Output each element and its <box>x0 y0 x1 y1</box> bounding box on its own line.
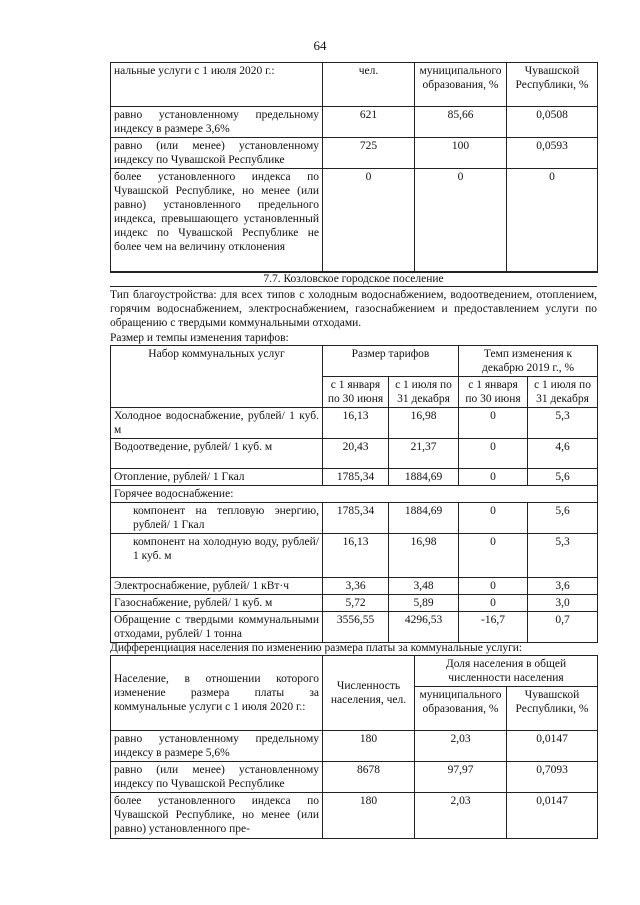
row-label: компонент на холодную воду, рублей/ 1 куб. м <box>111 534 323 578</box>
table-cell: 16,13 <box>323 534 389 578</box>
header-cell: нальные услуги с 1 июля 2020 г.: <box>111 63 323 107</box>
table-cell: -16,7 <box>459 612 528 643</box>
table-cell: 0 <box>415 169 507 273</box>
table-cell: 621 <box>323 107 415 138</box>
table-row <box>111 503 598 534</box>
page-number: 64 <box>313 38 327 53</box>
header-cell: Чувашской Республики, % <box>507 63 598 107</box>
table-cell: 0 <box>459 503 528 534</box>
table-cell: 5,72 <box>323 595 389 612</box>
row-label: компонент на тепловую энергию, рублей/ 1 Гкал <box>111 503 323 534</box>
table-cell: 3,6 <box>528 578 598 595</box>
header-cell: муниципального образования, % <box>415 687 507 731</box>
table-cell: 16,13 <box>323 408 389 439</box>
table-cell: 8678 <box>323 762 415 793</box>
header-cell: Набор коммунальных услуг <box>111 346 323 408</box>
header-cell: Население, в отношении которого изменение размера платы за коммунальные услуги с 1 июля 2020 г.: <box>111 656 323 731</box>
table-row <box>111 731 598 762</box>
row-label: равно (или менее) установленному индексу по Чувашской Республике <box>111 762 323 793</box>
table-cell: 0,0147 <box>507 793 598 839</box>
table-cell: 5,89 <box>389 595 459 612</box>
table-cell: 5,3 <box>528 408 598 439</box>
table-header-row <box>111 656 598 687</box>
table-row <box>111 408 598 439</box>
population-table-continued <box>110 62 598 273</box>
table-row <box>111 469 598 486</box>
header-cell: Темп изменения к декабрю 2019 г., % <box>459 346 598 377</box>
table-row <box>111 534 598 578</box>
table-cell: 3,36 <box>323 578 389 595</box>
table-row <box>111 595 598 612</box>
table-row <box>111 169 598 273</box>
population-table <box>110 655 598 839</box>
row-label: Электроснабжение, рублей/ 1 кВт·ч <box>111 578 323 595</box>
table-row <box>111 486 598 503</box>
table-cell: 2,03 <box>415 731 507 762</box>
row-label: Холодное водоснабжение, рублей/ 1 куб. м <box>111 408 323 439</box>
table-cell: 20,43 <box>323 439 389 469</box>
header-cell: с 1 июля по 31 декабря <box>528 377 598 408</box>
section-title: 7.7. Козловское городское поселение <box>110 271 597 287</box>
table-cell: 3,48 <box>389 578 459 595</box>
row-label: Газоснабжение, рублей/ 1 куб. м <box>111 595 323 612</box>
table-cell: 3,0 <box>528 595 598 612</box>
tariff-heading: Размер и темпы изменения тарифов: <box>110 332 289 344</box>
table-cell: 0,0593 <box>507 138 598 169</box>
row-label: равно установленному предельному индексу в размере 3,6% <box>111 107 323 138</box>
table-cell: 4296,53 <box>389 612 459 643</box>
table-cell: 1785,34 <box>323 503 389 534</box>
table-cell: 2,03 <box>415 793 507 839</box>
table-cell: 0 <box>459 595 528 612</box>
row-label: более установленного индекса по Чувашской Республике, но менее (или равно) установленного предельного индекса, превышающего установленный индекс по Чувашской Республике не более чем на величину отклонения <box>111 169 323 273</box>
table-cell: 1884,69 <box>389 469 459 486</box>
header-cell: муниципального образования, % <box>415 63 507 107</box>
header-cell: с 1 января по 30 июня <box>323 377 389 408</box>
table-cell: 97,97 <box>415 762 507 793</box>
row-label: Отопление, рублей/ 1 Гкал <box>111 469 323 486</box>
header-cell: с 1 января по 30 июня <box>459 377 528 408</box>
table-cell: 1785,34 <box>323 469 389 486</box>
table-cell: 16,98 <box>389 408 459 439</box>
table-row <box>111 439 598 469</box>
row-label: равно (или менее) установленному индексу по Чувашской Республике <box>111 138 323 169</box>
table-cell: 85,66 <box>415 107 507 138</box>
table-cell: 1884,69 <box>389 503 459 534</box>
tariff-table <box>110 345 598 643</box>
table-cell: 0,0508 <box>507 107 598 138</box>
table-row <box>111 762 598 793</box>
row-label: Горячее водоснабжение: <box>111 486 598 503</box>
header-cell: с 1 июля по 31 декабря <box>389 377 459 408</box>
table-cell: 725 <box>323 138 415 169</box>
table-cell: 5,6 <box>528 503 598 534</box>
header-cell: Чувашской Республики, % <box>507 687 598 731</box>
table-row <box>111 107 598 138</box>
table-cell: 0 <box>459 534 528 578</box>
table-cell: 0,7 <box>528 612 598 643</box>
table-cell: 5,6 <box>528 469 598 486</box>
table-cell: 21,37 <box>389 439 459 469</box>
header-cell: Численность населения, чел. <box>323 656 415 731</box>
table-cell: 16,98 <box>389 534 459 578</box>
table-cell: 0,7093 <box>507 762 598 793</box>
table-cell: 0 <box>459 408 528 439</box>
table-row <box>111 138 598 169</box>
table-row <box>111 612 598 643</box>
table-cell: 100 <box>415 138 507 169</box>
table-cell: 0 <box>323 169 415 273</box>
differentiation-heading: Дифференциация населения по изменению размера платы за коммунальные услуги: <box>110 642 523 654</box>
table-header-row <box>111 63 598 107</box>
row-label: более установленного индекса по Чувашской Республике, но менее (или равно) установленного пре- <box>111 793 323 839</box>
table-cell: 5,3 <box>528 534 598 578</box>
table-cell: 3556,55 <box>323 612 389 643</box>
table-cell: 180 <box>323 793 415 839</box>
table-cell: 0 <box>507 169 598 273</box>
header-cell: чел. <box>323 63 415 107</box>
improvement-type-paragraph: Тип благоустройства: для всех типов с холодным водоснабжением, водоотведением, отоплением, горячим водоснабжением, электроснабжением, газоснабжением и предоставлением услуги по обращению с твердыми коммунальными отходами. <box>110 289 597 329</box>
table-cell: 0 <box>459 439 528 469</box>
row-label: Водоотведение, рублей/ 1 куб. м <box>111 439 323 469</box>
table-cell: 0,0147 <box>507 731 598 762</box>
table-header-row <box>111 346 598 377</box>
header-cell: Размер тарифов <box>323 346 459 377</box>
table-row <box>111 793 598 839</box>
header-cell: Доля населения в общей численности населения <box>415 656 598 687</box>
table-cell: 180 <box>323 731 415 762</box>
row-label: Обращение с твердыми коммунальными отходами, рублей/ 1 тонна <box>111 612 323 643</box>
row-label: равно установленному предельному индексу в размере 5,6% <box>111 731 323 762</box>
table-cell: 4,6 <box>528 439 598 469</box>
table-row <box>111 578 598 595</box>
table-cell: 0 <box>459 469 528 486</box>
table-cell: 0 <box>459 578 528 595</box>
